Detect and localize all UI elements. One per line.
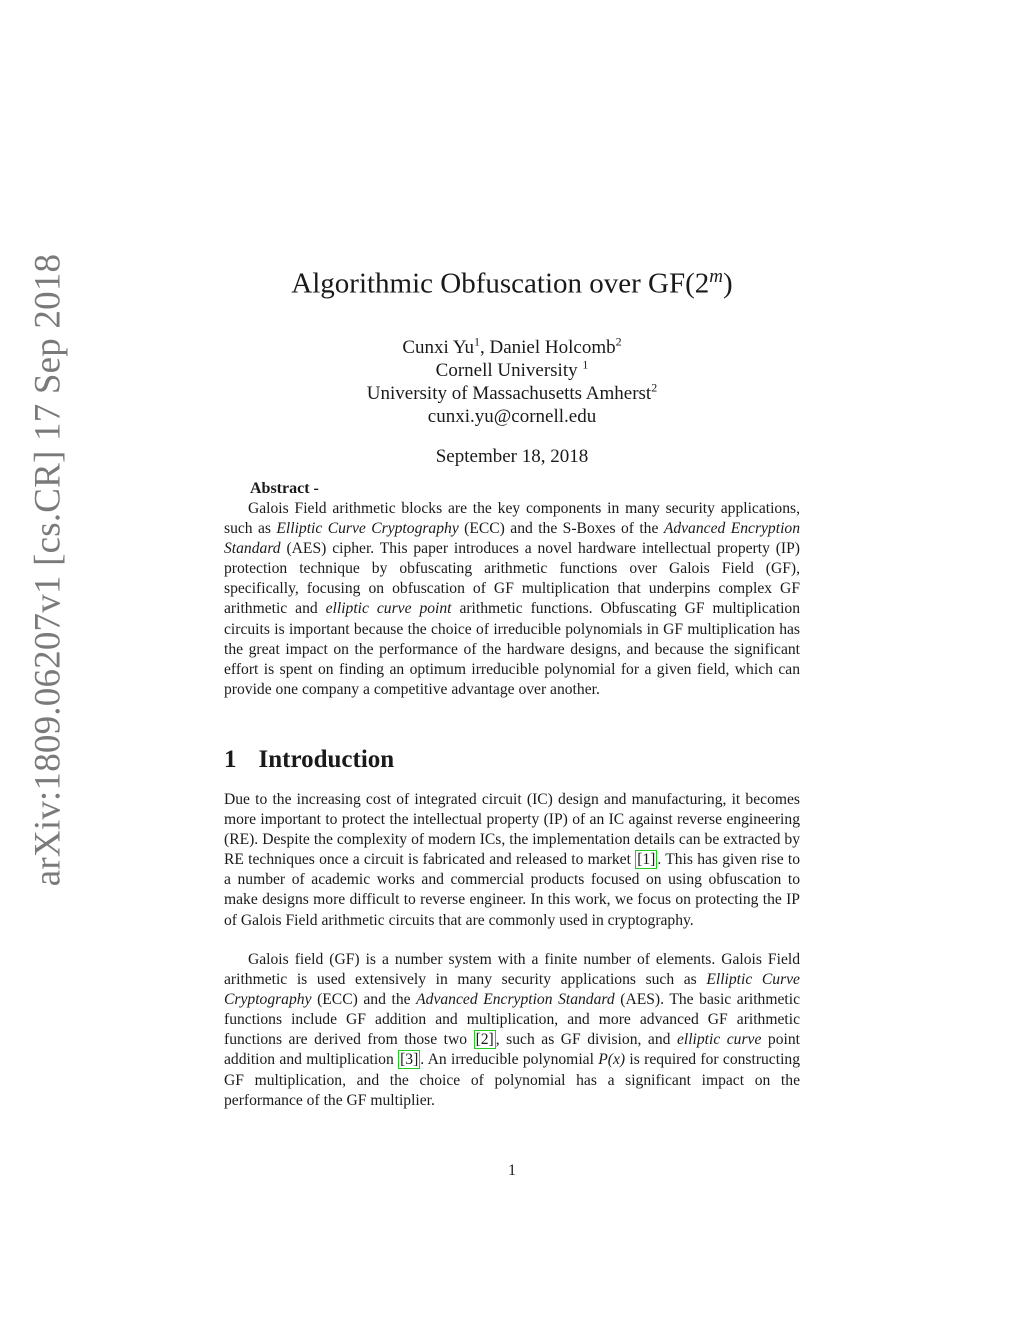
- title-text: Algorithmic Obfuscation over GF(2: [291, 267, 710, 300]
- abstract-text-4: arithmetic functions. Obfuscating GF multiplication circuits is important because the choice of irreducible polynomials in GF multiplication has the great impact on the performance of the hardware designs, and because the significant effort is spent on finding an optimum irreducible polynomial for a given field, which can provide one company a competitive advantage over another.: [224, 600, 800, 698]
- paper-title: [0, 266, 1024, 301]
- para2-ec-term: elliptic curve: [676, 1031, 762, 1049]
- abstract-text-2: (ECC) and the S-Boxes of the: [458, 520, 664, 538]
- affiliation-2-name: University of Massachusetts Amherst: [366, 383, 652, 404]
- citation-link-1[interactable]: [1]: [637, 851, 656, 869]
- section-title: Introduction: [258, 746, 395, 773]
- abstract-ecc-term: Elliptic Curve Cryptography: [276, 520, 459, 538]
- abstract-ecp-term: elliptic curve point: [325, 600, 452, 618]
- para2-text-4: , such as GF division, and: [495, 1031, 677, 1049]
- para2-text-3: (AES). The basic arithmetic functions include GF addition and multiplication, and more advanced GF arithmetic functions are derived from those two: [224, 991, 800, 1049]
- intro-paragraph-2: [224, 950, 800, 1111]
- affiliation-1: [0, 357, 1024, 382]
- title-exponent: m: [709, 266, 724, 287]
- affiliation-2-mark: 2: [651, 380, 658, 395]
- intro-paragraph-1: [224, 790, 800, 931]
- author-1: Cunxi Yu: [402, 337, 474, 358]
- para2-text-5: point addition and multiplication: [224, 1031, 800, 1069]
- author-separator: ,: [480, 337, 490, 358]
- para2-polynomial-symbol: P(x): [598, 1051, 626, 1069]
- para1-text-1: Due to the increasing cost of integrated circuit (IC) design and manufacturing, it becomes more important to protect the intellectual property (IP) of an IC against reverse engineering (RE). Despite the complexity of modern ICs, the implementation details can be extracted by RE techniques once a circuit is fabricated and released to market: [224, 791, 800, 869]
- author-line: [0, 334, 1024, 359]
- abstract-aes-term: Advanced Encryption Standard: [224, 520, 800, 558]
- arxiv-stamp-text: arXiv:1809.06207v1 [cs.CR] 17 Sep 2018: [27, 253, 69, 887]
- affiliation-1-mark: 1: [582, 357, 589, 372]
- author-2-affil-mark: 2: [615, 334, 622, 349]
- arxiv-stamp: [18, 200, 78, 940]
- para2-ecc-term: Elliptic Curve Cryptography: [224, 971, 800, 1009]
- abstract-body: [224, 499, 800, 700]
- abstract-heading: Abstract -: [250, 480, 319, 497]
- affiliation-2: [0, 380, 1024, 405]
- section-heading: [224, 746, 394, 774]
- affiliation-1-name: Cornell University: [435, 360, 578, 381]
- para2-text-2: (ECC) and the: [311, 991, 417, 1009]
- section-number: 1: [224, 746, 237, 773]
- abstract-text-3: (AES) cipher. This paper introduces a novel hardware intellectual property (IP) protection technique by obfuscating arithmetic functions over Galois Field (GF), specifically, focusing on obfuscation of GF multiplication that underpins complex GF arithmetic and: [224, 540, 800, 618]
- author-email: cunxi.yu@cornell.edu: [427, 406, 597, 427]
- paper-date: September 18, 2018: [435, 446, 589, 467]
- author-1-affil-mark: 1: [474, 334, 480, 349]
- abstract-text-1: Galois Field arithmetic blocks are the key components in many security applications, such as: [224, 500, 800, 538]
- para2-text-7: is required for constructing GF multiplication, and the choice of polynomial has a significant impact on the performance of the GF multiplier.: [224, 1051, 800, 1109]
- citation-link-2[interactable]: [2]: [475, 1031, 494, 1049]
- citation-link-3[interactable]: [3]: [400, 1051, 419, 1069]
- para2-aes-term: Advanced Encryption Standard: [416, 991, 615, 1009]
- para2-text-6: . An irreducible polynomial: [420, 1051, 599, 1069]
- title-close: ): [723, 267, 733, 300]
- page-number: 1: [508, 1162, 516, 1179]
- para2-text-1: Galois field (GF) is a number system with a finite number of elements. Galois Field arithmetic is used extensively in many security applications such as: [224, 951, 800, 989]
- author-2: Daniel Holcomb: [489, 337, 616, 358]
- para1-text-2: . This has given rise to a number of academic works and commercial products focused on using obfuscation to make designs more difficult to reverse engineer. In this work, we focus on protecting the IP of Galois Field arithmetic circuits that are commonly used in cryptography.: [224, 851, 800, 929]
